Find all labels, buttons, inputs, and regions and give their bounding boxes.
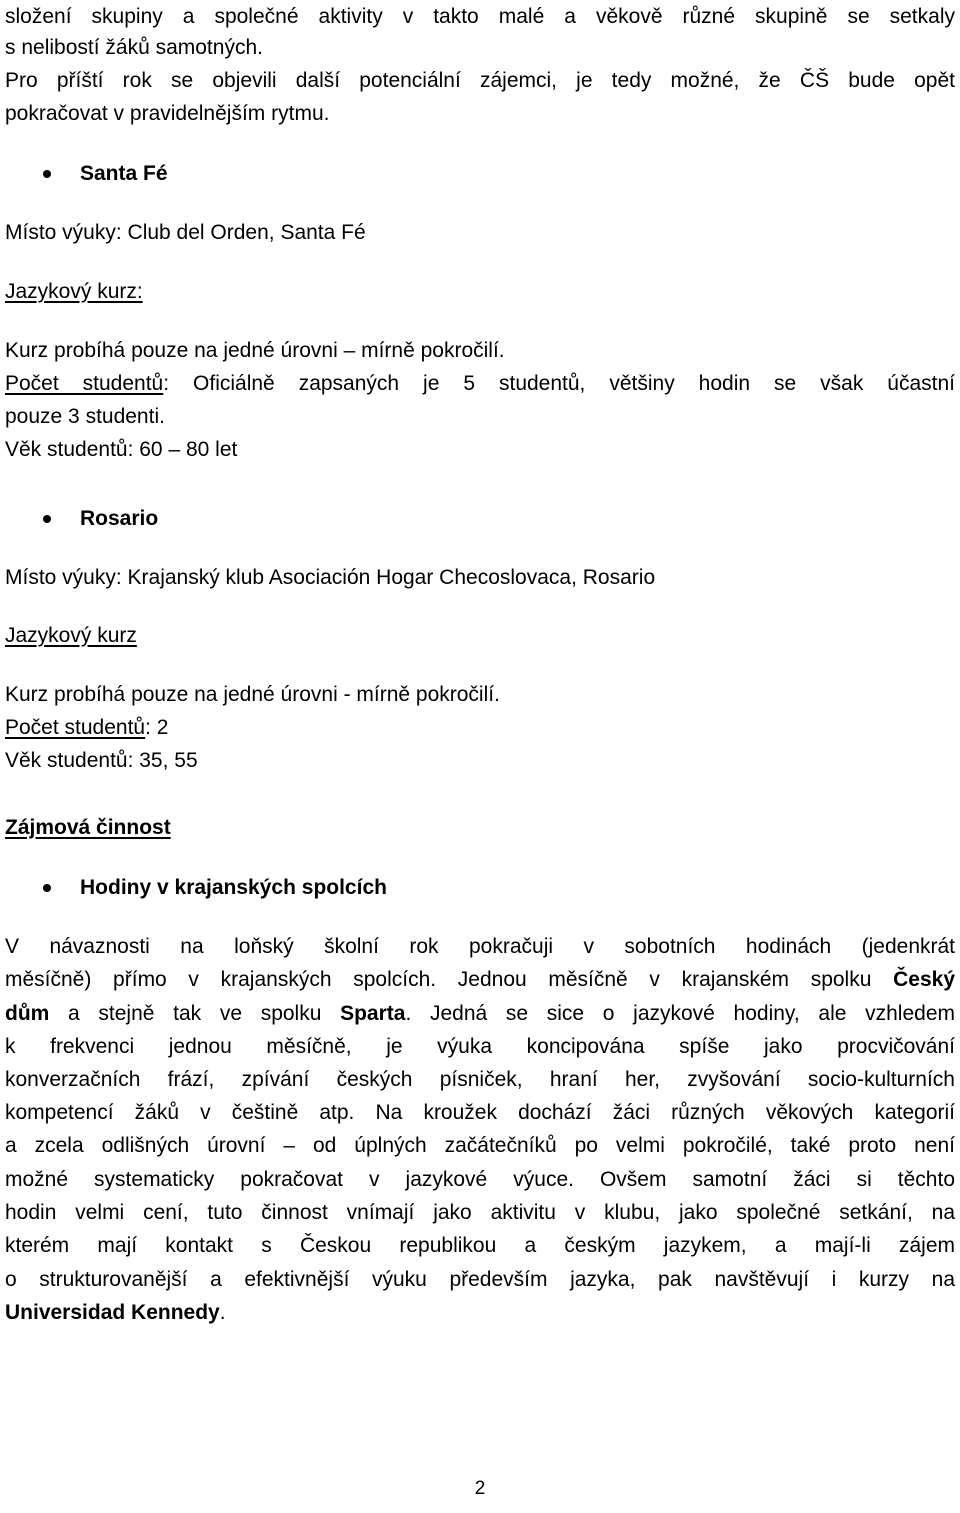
- activity-line-8: možné systematicky pokračovat v jazykové výuce. Ovšem samotní žáci si těchto: [5, 1168, 955, 1191]
- activity-bold: Universidad Kennedy: [5, 1301, 220, 1324]
- santa-fe-course-heading: Jazykový kurz:: [5, 280, 143, 303]
- activity-bullet-text: Hodiny v krajanských spolcích: [80, 876, 387, 899]
- activity-bullet: [5, 871, 955, 904]
- activity-text: . Jedná se sice o jazykové hodiny, ale vzhledem: [405, 1002, 955, 1025]
- santa-fe-place: Místo výuky: Club del Orden, Santa Fé: [5, 221, 366, 244]
- activity-text: .: [219, 1301, 226, 1324]
- santa-fe-count: [5, 367, 955, 400]
- activity-bold: Český: [893, 968, 955, 991]
- rosario-place: Místo výuky: Krajanský klub Asociación Hogar Checoslovaca, Rosario: [5, 566, 656, 589]
- activity-line-7: a zcela odlišných úrovní – od úplných začátečníků po velmi pokročilé, také proto není: [5, 1134, 955, 1157]
- activity-line-12: [5, 1296, 955, 1329]
- page-number: 2: [474, 1478, 486, 1499]
- activity-bold: Sparta: [340, 1002, 406, 1025]
- activity-line-11: o strukturovanější a efektivnější výuku především jazyka, pak navštěvují i kurzy na: [5, 1268, 955, 1291]
- activity-bold: dům: [5, 1002, 50, 1025]
- activity-line-6: kompetencí žáků v češtině atp. Na kroužek dochází žáci různých věkových kategorií: [5, 1101, 955, 1124]
- rosario-course-heading: Jazykový kurz: [5, 624, 137, 647]
- activity-text: měsíčně) přímo v krajanských spolcích. Jednou měsíčně v krajanském spolku: [5, 968, 894, 991]
- bullet-icon: [43, 170, 51, 178]
- activity-line-5: konverzačních frází, zpívání českých písniček, hraní her, zvyšování socio-kulturních: [5, 1068, 955, 1091]
- santa-fe-count-text: : Oficiálně zapsaných je 5 studentů, většiny hodin se však účastní: [163, 372, 955, 395]
- activity-line-4: k frekvenci jednou měsíčně, je výuka koncipována spíše jako procvičování: [5, 1035, 955, 1058]
- rosario-count: [5, 711, 955, 744]
- rosario-age: Věk studentů: 35, 55: [5, 749, 198, 772]
- intro-line-2: s nelibostí žáků samotných.: [5, 36, 263, 59]
- rosario-heading-text: Rosario: [80, 507, 159, 530]
- activity-line-2: [5, 963, 955, 996]
- rosario-level: Kurz probíhá pouze na jedné úrovni - mírně pokročilí.: [5, 683, 500, 706]
- santa-fe-count-cont: pouze 3 studenti.: [5, 405, 165, 428]
- santa-fe-count-label: Počet studentů: [5, 372, 164, 395]
- intro-line-3: Pro příští rok se objevili další potenciální zájemci, je tedy možné, že ČŠ bude opět: [5, 69, 955, 92]
- intro-line-4: pokračovat v pravidelnějším rytmu.: [5, 102, 330, 125]
- bullet-icon: [43, 884, 51, 892]
- santa-fe-heading: [5, 157, 955, 190]
- santa-fe-heading-text: Santa Fé: [80, 162, 168, 185]
- activity-line-3: [5, 997, 955, 1030]
- bullet-icon: [43, 515, 51, 523]
- intro-line-1: složení skupiny a společné aktivity v takto malé a věkově různé skupině se setkaly: [5, 5, 955, 28]
- santa-fe-level: Kurz probíhá pouze na jedné úrovni – mírně pokročilí.: [5, 339, 505, 362]
- rosario-count-label: Počet studentů: [5, 716, 146, 739]
- activity-line-10: kterém mají kontakt s Českou republikou a českým jazykem, a mají-li zájem: [5, 1234, 955, 1257]
- activity-line-1: V návaznosti na loňský školní rok pokračuji v sobotních hodinách (jedenkrát: [5, 935, 955, 958]
- activity-heading: Zájmová činnost: [5, 816, 171, 839]
- rosario-heading: [5, 502, 955, 535]
- rosario-count-text: : 2: [145, 716, 169, 739]
- activity-text: a stejně tak ve spolku: [49, 1002, 341, 1025]
- santa-fe-age: Věk studentů: 60 – 80 let: [5, 438, 238, 461]
- activity-line-9: hodin velmi cení, tuto činnost vnímají jako aktivitu v klubu, jako společné setkání, na: [5, 1201, 955, 1224]
